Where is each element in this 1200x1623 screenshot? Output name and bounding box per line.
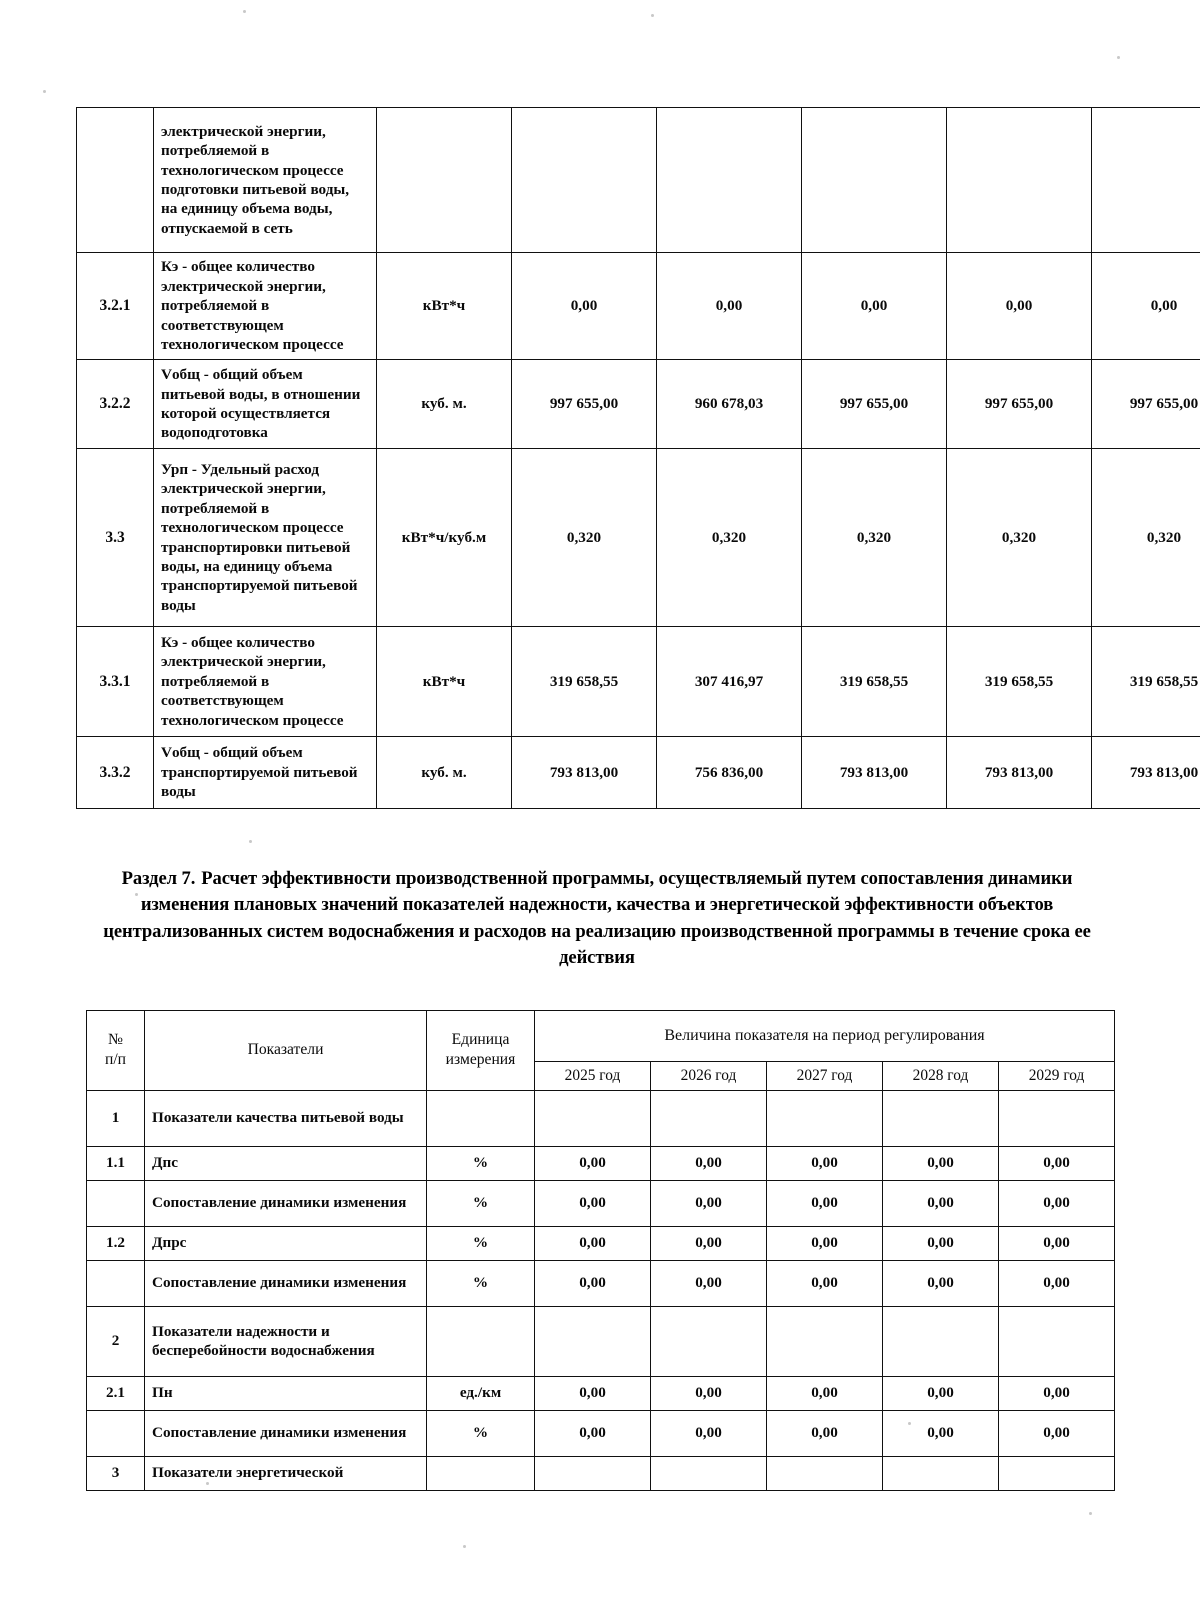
continued-indicators-table <box>76 107 1200 809</box>
row-value-2029: 0,00 <box>999 1260 1115 1306</box>
row-value-2029: 0,00 <box>999 1146 1115 1180</box>
row-value-2026: 0,00 <box>651 1146 767 1180</box>
row-value-2028: 0,00 <box>883 1376 999 1410</box>
row-unit <box>427 1090 535 1146</box>
row-value-2029: 0,00 <box>999 1376 1115 1410</box>
column-header-year-2029: 2029 год <box>999 1062 1115 1091</box>
row-value-2025: 0,00 <box>512 253 657 360</box>
column-header-year-2027: 2027 год <box>767 1062 883 1091</box>
row-value-2026: 756 836,00 <box>657 737 802 809</box>
column-header-year-2026: 2026 год <box>651 1062 767 1091</box>
row-value-2028: 0,00 <box>883 1410 999 1456</box>
row-unit: кВт*ч <box>377 253 512 360</box>
row-value-2025: 0,320 <box>512 449 657 627</box>
row-index: 3.2.2 <box>77 360 154 449</box>
row-value-2025 <box>512 108 657 253</box>
row-index <box>87 1410 145 1456</box>
row-indicator-name: Vобщ - общий объем питьевой воды, в отношении которой осуществляется водоподготовка <box>154 360 377 449</box>
column-header-unit <box>427 1011 535 1091</box>
section-heading-text: Расчет эффективности производственной программы, осуществляемый путем сопоставления динамики изменения плановых значений показателей надежности, качества и энергетической эффективности объектов централизованных систем водоснабжения и расходов на реализацию производственной программы в течение срока ее действия <box>103 868 1091 969</box>
row-value-2029 <box>999 1090 1115 1146</box>
row-value-2027 <box>767 1456 883 1490</box>
column-header-year-2025: 2025 год <box>535 1062 651 1091</box>
row-value-2026: 0,320 <box>657 449 802 627</box>
row-value-2029: 0,00 <box>999 1180 1115 1226</box>
row-value-2026 <box>657 108 802 253</box>
row-value-2025: 0,00 <box>535 1410 651 1456</box>
table-row <box>87 1410 1115 1456</box>
row-index: 1.1 <box>87 1146 145 1180</box>
column-header-year-2028: 2028 год <box>883 1062 999 1091</box>
row-indicator-name: электрической энергии, потребляемой в технологическом процессе подготовки питьевой воды, на единицу объема воды, отпускаемой в сеть <box>154 108 377 253</box>
row-value-2026: 0,00 <box>651 1226 767 1260</box>
table-row <box>87 1456 1115 1490</box>
row-value-2028: 0,00 <box>883 1260 999 1306</box>
row-value-2029: 0,320 <box>1092 449 1200 627</box>
row-value-2027 <box>802 108 947 253</box>
table-row <box>77 737 1200 809</box>
row-value-2028: 0,00 <box>883 1180 999 1226</box>
row-value-2029: 0,00 <box>999 1226 1115 1260</box>
row-value-2026 <box>651 1090 767 1146</box>
row-indicator-name: Дпрс <box>145 1226 427 1260</box>
row-value-2028: 997 655,00 <box>947 360 1092 449</box>
table-row <box>87 1306 1115 1376</box>
row-unit: куб. м. <box>377 737 512 809</box>
row-value-2028: 0,00 <box>947 253 1092 360</box>
table-row <box>87 1090 1115 1146</box>
row-indicator-name: Показатели энергетической <box>145 1456 427 1490</box>
table-row <box>77 449 1200 627</box>
row-value-2027: 0,00 <box>767 1410 883 1456</box>
row-value-2026: 0,00 <box>651 1376 767 1410</box>
row-value-2025: 793 813,00 <box>512 737 657 809</box>
row-index: 1 <box>87 1090 145 1146</box>
scan-speck <box>1117 56 1120 59</box>
column-header-period-span: Величина показателя на период регулирования <box>535 1011 1115 1062</box>
row-unit: % <box>427 1180 535 1226</box>
column-header-indicators: Показатели <box>145 1011 427 1091</box>
row-value-2027: 793 813,00 <box>802 737 947 809</box>
row-value-2026: 0,00 <box>651 1180 767 1226</box>
row-value-2025 <box>535 1306 651 1376</box>
row-unit: куб. м. <box>377 360 512 449</box>
row-index: 3.3.1 <box>77 627 154 737</box>
row-value-2027 <box>767 1090 883 1146</box>
row-indicator-name: Пн <box>145 1376 427 1410</box>
row-value-2026: 960 678,03 <box>657 360 802 449</box>
section-heading-label: Раздел 7. <box>121 868 196 889</box>
row-value-2027: 319 658,55 <box>802 627 947 737</box>
row-indicator-name: Показатели качества питьевой воды <box>145 1090 427 1146</box>
row-value-2027: 0,00 <box>767 1376 883 1410</box>
row-index <box>87 1180 145 1226</box>
row-indicator-name: Урп - Удельный расход электрической энергии, потребляемой в технологическом процессе транспортировки питьевой воды, на единицу объема транспортируемой питьевой воды <box>154 449 377 627</box>
row-unit: кВт*ч/куб.м <box>377 449 512 627</box>
scan-speck <box>463 1545 466 1548</box>
row-value-2028 <box>883 1456 999 1490</box>
row-value-2025 <box>535 1456 651 1490</box>
scan-speck <box>243 10 246 13</box>
row-indicator-name: Показатели надежности и бесперебойности водоснабжения <box>145 1306 427 1376</box>
row-unit: % <box>427 1146 535 1180</box>
row-index: 3.2.1 <box>77 253 154 360</box>
column-header-unit-line2: измерения <box>445 1051 516 1069</box>
row-value-2025: 0,00 <box>535 1180 651 1226</box>
row-value-2025: 0,00 <box>535 1260 651 1306</box>
column-header-index-line2: п/п <box>104 1051 127 1069</box>
row-index: 3.3.2 <box>77 737 154 809</box>
row-value-2027 <box>767 1306 883 1376</box>
row-value-2027: 0,00 <box>802 253 947 360</box>
row-value-2026: 0,00 <box>651 1260 767 1306</box>
row-indicator-name: Кэ - общее количество электрической энергии, потребляемой в соответствующем технологическом процессе <box>154 253 377 360</box>
scan-speck <box>651 14 654 17</box>
section-heading <box>92 866 1102 972</box>
row-value-2027: 0,320 <box>802 449 947 627</box>
row-unit: ед./км <box>427 1376 535 1410</box>
column-header-unit-line1: Единица <box>451 1031 510 1049</box>
table-header-row <box>87 1011 1115 1062</box>
row-index: 1.2 <box>87 1226 145 1260</box>
table-row <box>77 360 1200 449</box>
row-unit: % <box>427 1226 535 1260</box>
row-value-2026: 307 416,97 <box>657 627 802 737</box>
row-value-2028: 0,00 <box>883 1146 999 1180</box>
table-row <box>77 253 1200 360</box>
table-row <box>77 627 1200 737</box>
row-value-2028: 0,00 <box>883 1226 999 1260</box>
row-value-2025: 0,00 <box>535 1376 651 1410</box>
row-value-2029: 793 813,00 <box>1092 737 1200 809</box>
row-index: 2.1 <box>87 1376 145 1410</box>
table-row <box>87 1376 1115 1410</box>
row-value-2026 <box>651 1306 767 1376</box>
table-row <box>87 1180 1115 1226</box>
column-header-index-line1: № <box>108 1031 123 1049</box>
row-value-2029 <box>999 1456 1115 1490</box>
row-value-2028: 319 658,55 <box>947 627 1092 737</box>
row-unit: % <box>427 1260 535 1306</box>
row-value-2027: 0,00 <box>767 1180 883 1226</box>
row-value-2028: 0,320 <box>947 449 1092 627</box>
row-index: 3.3 <box>77 449 154 627</box>
row-value-2026: 0,00 <box>651 1410 767 1456</box>
efficiency-table <box>86 1010 1115 1491</box>
row-indicator-name: Кэ - общее количество электрической энергии, потребляемой в соответствующем технологическом процессе <box>154 627 377 737</box>
row-value-2027: 997 655,00 <box>802 360 947 449</box>
scan-speck <box>43 90 46 93</box>
row-unit <box>427 1306 535 1376</box>
row-value-2025: 997 655,00 <box>512 360 657 449</box>
row-value-2029 <box>1092 108 1200 253</box>
row-index <box>87 1260 145 1306</box>
row-value-2025 <box>535 1090 651 1146</box>
row-value-2025: 0,00 <box>535 1146 651 1180</box>
row-value-2029: 997 655,00 <box>1092 360 1200 449</box>
row-unit <box>377 108 512 253</box>
row-value-2028 <box>883 1306 999 1376</box>
table-row <box>77 108 1200 253</box>
row-value-2029 <box>999 1306 1115 1376</box>
row-indicator-name: Дпс <box>145 1146 427 1180</box>
scan-speck <box>249 840 252 843</box>
row-value-2026 <box>651 1456 767 1490</box>
row-unit: % <box>427 1410 535 1456</box>
row-indicator-name: Сопоставление динамики изменения <box>145 1180 427 1226</box>
row-value-2028 <box>947 108 1092 253</box>
row-indicator-name: Сопоставление динамики изменения <box>145 1260 427 1306</box>
row-value-2028: 793 813,00 <box>947 737 1092 809</box>
row-value-2029: 319 658,55 <box>1092 627 1200 737</box>
row-indicator-name: Vобщ - общий объем транспортируемой питьевой воды <box>154 737 377 809</box>
row-unit <box>427 1456 535 1490</box>
table-row <box>87 1146 1115 1180</box>
row-value-2029: 0,00 <box>1092 253 1200 360</box>
scan-speck <box>1089 1512 1092 1515</box>
row-value-2029: 0,00 <box>999 1410 1115 1456</box>
row-index: 2 <box>87 1306 145 1376</box>
row-indicator-name: Сопоставление динамики изменения <box>145 1410 427 1456</box>
table-row <box>87 1226 1115 1260</box>
table-row <box>87 1260 1115 1306</box>
row-value-2028 <box>883 1090 999 1146</box>
row-value-2027: 0,00 <box>767 1226 883 1260</box>
row-value-2025: 319 658,55 <box>512 627 657 737</box>
row-index: 3 <box>87 1456 145 1490</box>
row-value-2025: 0,00 <box>535 1226 651 1260</box>
column-header-index <box>87 1011 145 1091</box>
row-value-2027: 0,00 <box>767 1260 883 1306</box>
row-index <box>77 108 154 253</box>
row-unit: кВт*ч <box>377 627 512 737</box>
row-value-2027: 0,00 <box>767 1146 883 1180</box>
row-value-2026: 0,00 <box>657 253 802 360</box>
